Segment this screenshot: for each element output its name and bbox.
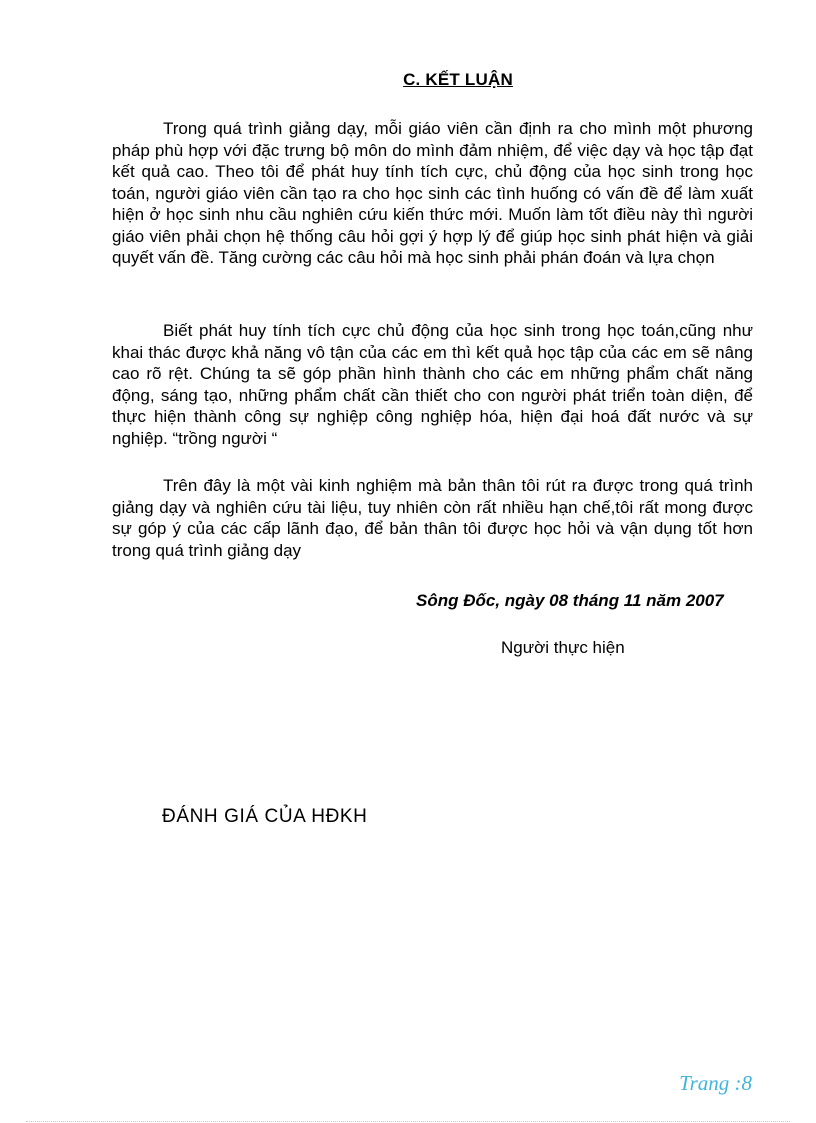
conclusion-paragraph-1: Trong quá trình giảng dạy, mỗi giáo viên cần định ra cho mình một phương pháp phù hợp với đặc trưng bộ môn do mình đảm nhiệm, để việc dạy và học tập đạt kết quả cao. Theo tôi để phát huy tính tích cực, chủ động của học sinh trong học toán, người giáo viên cần tạo ra cho học sinh các tình huống có vấn đề để làm xuất hiện ở học sinh nhu cầu nghiên cứu kiến thức mới. Muốn làm tốt điều này thì người giáo viên phải chọn hệ thống câu hỏi gợi ý hợp lý để giúp học sinh phát hiện và giải quyết vấn đề. Tăng cường các câu hỏi mà học sinh phải phán đoán và lựa chọn [112, 119, 753, 267]
page-number: Trang :8 [679, 1071, 752, 1095]
conclusion-paragraph-3: Trên đây là một vài kinh nghiệm mà bản thân tôi rút ra được trong quá trình giảng dạy và nghiên cứu tài liệu, tuy nhiên còn rất nhiều hạn chế,tôi rất mong được sự góp ý của các cấp lãnh đạo, để bản thân tôi được học hỏi và vận dụng tốt hơn trong quá trình giảng dạy [112, 476, 753, 560]
signer-label: Người thực hiện [501, 638, 625, 657]
place-date-line: Sông Đốc, ngày 08 tháng 11 năm 2007 [416, 591, 724, 610]
section-heading: C. KẾT LUẬN [403, 70, 513, 89]
footer-divider [26, 1121, 790, 1122]
evaluation-title: ĐÁNH GIÁ CỦA HĐKH [162, 806, 368, 827]
conclusion-paragraph-2: Biết phát huy tính tích cực chủ động của học sinh trong học toán,cũng như khai thác được khả năng vô tận của các em thì kết quả học tập của các em sẽ nâng cao rõ rệt. Chúng ta sẽ góp phần hình thành cho các em những phẩm chất năng động, sáng tạo, những phẩm chất cần thiết cho con người phát triển toàn diện, để thực hiện thành công sự nghiệp công nghiệp hóa, hiện đại hoá đất nước và sự nghiệp. “trồng người “ [112, 321, 753, 448]
